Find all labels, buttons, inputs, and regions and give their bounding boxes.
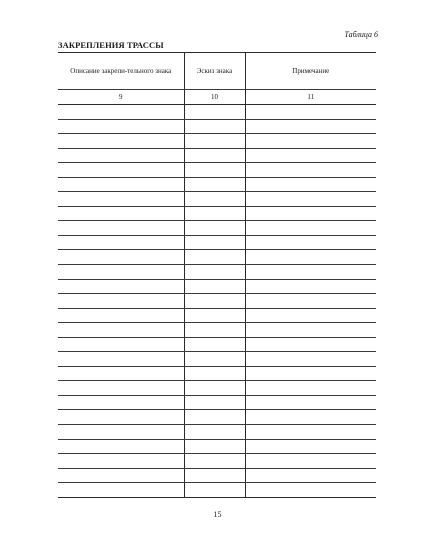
- table-body: [58, 105, 376, 498]
- cell-notes: [245, 265, 376, 280]
- cell-sign-sketch: [184, 366, 245, 381]
- column-number-10: 10: [184, 90, 245, 105]
- table-row: [58, 235, 376, 250]
- cell-sign-description: [58, 192, 184, 207]
- cell-notes: [245, 105, 376, 120]
- cell-notes: [245, 192, 376, 207]
- cell-sign-description: [58, 308, 184, 323]
- cell-notes: [245, 410, 376, 425]
- cell-sign-description: [58, 163, 184, 178]
- cell-sign-description: [58, 381, 184, 396]
- cell-notes: [245, 163, 376, 178]
- table-row: [58, 366, 376, 381]
- cell-sign-sketch: [184, 337, 245, 352]
- cell-notes: [245, 323, 376, 338]
- cell-sign-description: [58, 221, 184, 236]
- cell-notes: [245, 235, 376, 250]
- cell-sign-sketch: [184, 206, 245, 221]
- cell-sign-description: [58, 410, 184, 425]
- cell-sign-sketch: [184, 148, 245, 163]
- cell-sign-sketch: [184, 410, 245, 425]
- table-row: [58, 395, 376, 410]
- cell-notes: [245, 468, 376, 483]
- table-row: [58, 439, 376, 454]
- table-row: [58, 163, 376, 178]
- cell-sign-description: [58, 483, 184, 498]
- cell-sign-sketch: [184, 105, 245, 120]
- cell-notes: [245, 206, 376, 221]
- cell-sign-sketch: [184, 381, 245, 396]
- cell-sign-sketch: [184, 425, 245, 440]
- cell-sign-sketch: [184, 221, 245, 236]
- cell-sign-description: [58, 250, 184, 265]
- cell-sign-sketch: [184, 279, 245, 294]
- header-notes: Примечание: [245, 53, 376, 90]
- cell-sign-sketch: [184, 395, 245, 410]
- cell-notes: [245, 366, 376, 381]
- cell-sign-sketch: [184, 235, 245, 250]
- cell-sign-description: [58, 439, 184, 454]
- table-column-numbers-row: [58, 90, 376, 105]
- cell-notes: [245, 221, 376, 236]
- cell-sign-sketch: [184, 323, 245, 338]
- table-row: [58, 177, 376, 192]
- table-row: [58, 337, 376, 352]
- cell-sign-sketch: [184, 439, 245, 454]
- table-row: [58, 119, 376, 134]
- cell-sign-sketch: [184, 134, 245, 149]
- cell-notes: [245, 279, 376, 294]
- cell-sign-description: [58, 279, 184, 294]
- table-row: [58, 425, 376, 440]
- cell-sign-sketch: [184, 163, 245, 178]
- cell-notes: [245, 352, 376, 367]
- cell-notes: [245, 425, 376, 440]
- cell-notes: [245, 337, 376, 352]
- table-row: [58, 265, 376, 280]
- cell-notes: [245, 454, 376, 469]
- table-row: [58, 250, 376, 265]
- cell-sign-sketch: [184, 352, 245, 367]
- cell-sign-description: [58, 294, 184, 309]
- cell-sign-description: [58, 148, 184, 163]
- cell-sign-description: [58, 235, 184, 250]
- cell-sign-description: [58, 395, 184, 410]
- header-sign-description: Описание закрепи-тельного знака: [58, 53, 184, 90]
- cell-notes: [245, 148, 376, 163]
- cell-sign-sketch: [184, 468, 245, 483]
- cell-sign-sketch: [184, 250, 245, 265]
- cell-sign-sketch: [184, 454, 245, 469]
- table-row: [58, 454, 376, 469]
- table-row: [58, 294, 376, 309]
- cell-notes: [245, 250, 376, 265]
- cell-notes: [245, 119, 376, 134]
- cell-sign-description: [58, 177, 184, 192]
- table-row: [58, 468, 376, 483]
- table-row: [58, 323, 376, 338]
- column-number-11: 11: [245, 90, 376, 105]
- cell-sign-sketch: [184, 177, 245, 192]
- cell-sign-sketch: [184, 119, 245, 134]
- table-row: [58, 381, 376, 396]
- table-row: [58, 483, 376, 498]
- table-header-row: [58, 53, 376, 90]
- cell-sign-description: [58, 425, 184, 440]
- cell-sign-description: [58, 134, 184, 149]
- cell-sign-sketch: [184, 308, 245, 323]
- cell-sign-sketch: [184, 483, 245, 498]
- cell-sign-description: [58, 366, 184, 381]
- cell-sign-description: [58, 265, 184, 280]
- header-sign-sketch: Эскиз знака: [184, 53, 245, 90]
- cell-sign-description: [58, 468, 184, 483]
- cell-notes: [245, 308, 376, 323]
- cell-notes: [245, 483, 376, 498]
- cell-sign-description: [58, 352, 184, 367]
- cell-notes: [245, 134, 376, 149]
- cell-notes: [245, 381, 376, 396]
- cell-notes: [245, 395, 376, 410]
- cell-sign-description: [58, 206, 184, 221]
- table-row: [58, 134, 376, 149]
- cell-sign-description: [58, 105, 184, 120]
- table-row: [58, 206, 376, 221]
- table-row: [58, 308, 376, 323]
- cell-sign-sketch: [184, 265, 245, 280]
- column-number-9: 9: [58, 90, 184, 105]
- table-row: [58, 279, 376, 294]
- table-row: [58, 221, 376, 236]
- cell-sign-sketch: [184, 294, 245, 309]
- cell-sign-description: [58, 323, 184, 338]
- cell-sign-description: [58, 337, 184, 352]
- cell-notes: [245, 294, 376, 309]
- table-row: [58, 192, 376, 207]
- table-row: [58, 352, 376, 367]
- section-title: ЗАКРЕПЛЕНИЯ ТРАССЫ: [58, 40, 164, 50]
- cell-sign-description: [58, 119, 184, 134]
- table-row: [58, 410, 376, 425]
- table-caption: Таблица 6: [344, 30, 378, 39]
- cell-notes: [245, 177, 376, 192]
- cell-sign-description: [58, 454, 184, 469]
- cell-notes: [245, 439, 376, 454]
- route-fixing-table: [58, 52, 376, 498]
- page-number: 15: [213, 510, 222, 519]
- table-row: [58, 105, 376, 120]
- cell-sign-sketch: [184, 192, 245, 207]
- table-row: [58, 148, 376, 163]
